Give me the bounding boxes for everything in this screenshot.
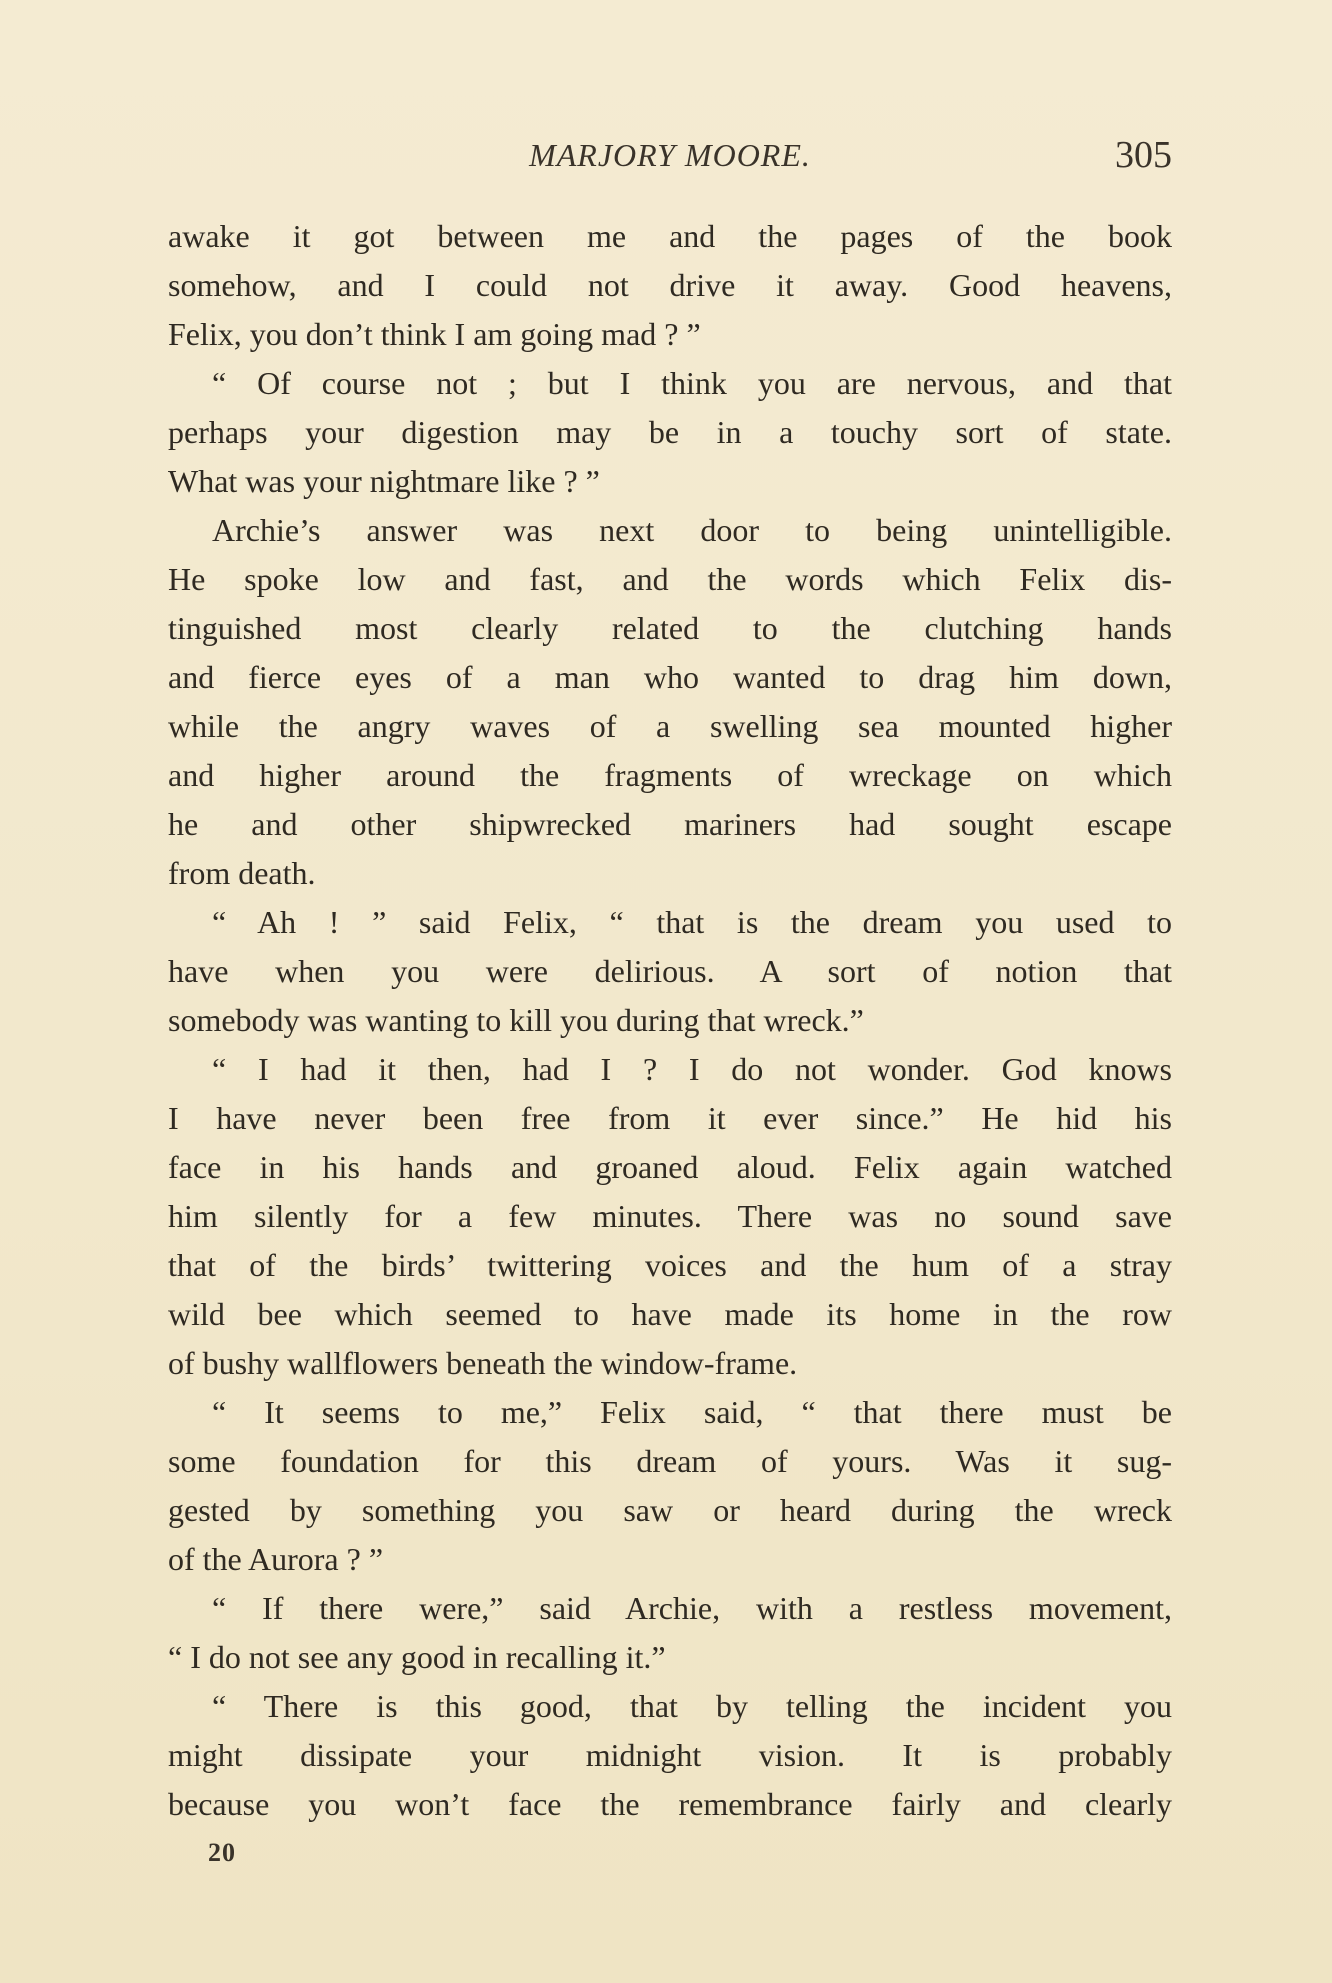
text-line: he and other shipwrecked mariners had sought escape [168, 806, 1172, 842]
text-line: Felix, you don’t think I am going mad ? ” [168, 316, 701, 352]
running-head [168, 133, 1172, 183]
text-line: of bushy wallflowers beneath the window-frame. [168, 1345, 798, 1381]
text-line: “ I do not see any good in recalling it.” [168, 1639, 666, 1675]
text-line: tinguished most clearly related to the clutching hands [168, 610, 1172, 646]
text-line: “ If there were,” said Archie, with a restless movement, [212, 1590, 1172, 1626]
text-line: because you won’t face the remembrance fairly and clearly [168, 1786, 1172, 1822]
text-line: somebody was wanting to kill you during that wreck.” [168, 1002, 864, 1038]
text-line: and fierce eyes of a man who wanted to drag him down, [168, 659, 1172, 695]
text-line: “ It seems to me,” Felix said, “ that there must be [212, 1394, 1172, 1430]
text-line: Archie’s answer was next door to being unintelligible. [212, 512, 1172, 548]
text-line: from death. [168, 855, 316, 891]
text-line: wild bee which seemed to have made its home in the row [168, 1296, 1172, 1332]
text-line: “ Ah ! ” said Felix, “ that is the dream you used to [212, 904, 1172, 940]
text-line: have when you were delirious. A sort of notion that [168, 953, 1172, 989]
text-line: somehow, and I could not drive it away. Good heavens, [168, 267, 1172, 303]
text-line: of the Aurora ? ” [168, 1541, 384, 1577]
text-line: while the angry waves of a swelling sea mounted higher [168, 708, 1172, 744]
running-title: MARJORY MOORE. [529, 137, 811, 173]
text-line: him silently for a few minutes. There was no sound save [168, 1198, 1172, 1234]
text-line: gested by something you saw or heard during the wreck [168, 1492, 1172, 1528]
text-line: and higher around the fragments of wreckage on which [168, 757, 1172, 793]
text-line: What was your nightmare like ? ” [168, 463, 600, 499]
text-line: “ There is this good, that by telling the incident you [212, 1688, 1172, 1724]
text-line: might dissipate your midnight vision. It is probably [168, 1737, 1172, 1773]
page-number: 305 [1115, 134, 1172, 176]
signature-mark: 20 [208, 1838, 236, 1867]
text-line: that of the birds’ twittering voices and the hum of a stray [168, 1247, 1172, 1283]
text-line: some foundation for this dream of yours. Was it sug- [168, 1443, 1172, 1479]
text-line: I have never been free from it ever since.” He hid his [168, 1100, 1172, 1136]
body-text [168, 212, 1172, 1829]
text-line: He spoke low and fast, and the words which Felix dis- [168, 561, 1172, 597]
text-line: “ I had it then, had I ? I do not wonder. God knows [212, 1051, 1172, 1087]
text-line: face in his hands and groaned aloud. Felix again watched [168, 1149, 1172, 1185]
text-line: awake it got between me and the pages of the book [168, 218, 1172, 254]
text-line: “ Of course not ; but I think you are nervous, and that [212, 365, 1172, 401]
text-line: perhaps your digestion may be in a touchy sort of state. [168, 414, 1172, 450]
